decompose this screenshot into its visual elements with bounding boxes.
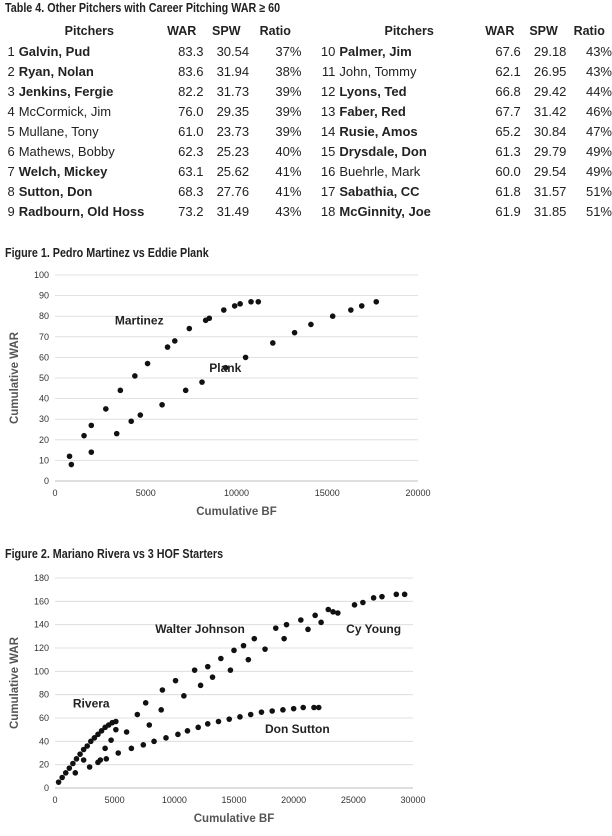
martinez-point [118, 388, 124, 394]
cell-ratio: 39% [275, 84, 302, 99]
y-tick-label: 60 [38, 352, 49, 363]
cell-ratio: 41% [275, 164, 302, 179]
cell-war: 73.2 [178, 204, 204, 219]
x-axis-label: Cumulative BF [196, 506, 277, 518]
martinez-point [103, 406, 109, 412]
cell-name: John, Tommy [339, 64, 417, 79]
walter-johnson-point [198, 683, 204, 689]
y-tick-label: 20 [38, 759, 49, 770]
walter-johnson-point [273, 625, 279, 631]
walter-johnson-point [146, 722, 152, 728]
don-sutton-point [195, 725, 201, 731]
header-ratio-left: Ratio [259, 24, 291, 38]
y-tick-label: 90 [38, 290, 49, 301]
cell-name: Rusie, Amos [339, 124, 418, 139]
header-pitchers-left: Pitchers [64, 24, 114, 38]
figure1-scatter-chart [0, 262, 440, 530]
cell-spw: 29.35 [216, 104, 250, 119]
walter-johnson-point [160, 687, 166, 693]
walter-johnson-point [87, 764, 93, 770]
cell-rank: 17 [320, 184, 336, 199]
don-sutton-point [141, 742, 147, 748]
x-tick-label: 5000 [135, 488, 156, 498]
cell-war: 66.8 [495, 84, 521, 99]
walter-johnson-point [241, 643, 247, 649]
cell-rank: 9 [7, 204, 15, 219]
cy-young-point [330, 609, 336, 615]
cell-spw: 25.62 [216, 164, 250, 179]
x-axis-label: Cumulative BF [193, 813, 275, 825]
table-row [0, 62, 612, 82]
rivera-point [59, 775, 65, 781]
walter-johnson-point [135, 712, 141, 718]
y-tick-label: 160 [33, 596, 49, 607]
cell-name: Lyons, Ted [339, 84, 407, 99]
table-row [0, 82, 612, 102]
cell-name: Faber, Red [339, 104, 406, 119]
header-ratio-right: Ratio [573, 24, 605, 38]
martinez-point [67, 453, 73, 459]
cell-name: McGinnity, Joe [339, 204, 431, 219]
x-tick-label: 0 [52, 795, 58, 805]
don-sutton-point [300, 705, 306, 711]
plank-point [138, 412, 144, 418]
martinez-point [237, 301, 243, 307]
x-tick-label: 5000 [104, 795, 125, 805]
cell-rank: 5 [7, 124, 15, 139]
don-sutton-point [216, 719, 222, 725]
y-tick-label: 40 [38, 393, 49, 404]
walter-johnson-point [173, 678, 179, 684]
header-spw-left: SPW [212, 24, 241, 38]
cell-name: Sutton, Don [18, 184, 93, 199]
table-row [0, 42, 612, 62]
cell-war: 63.1 [178, 164, 204, 179]
plank-point [183, 388, 189, 394]
rivera-point [84, 743, 90, 749]
x-tick-label: 25000 [340, 795, 366, 805]
plank-point [308, 322, 314, 328]
table-caption: Table 4. Other Pitchers with Career Pitching WAR ≥ 60 [5, 1, 281, 15]
cy-young-point [371, 595, 377, 601]
walter-johnson-point [246, 657, 252, 663]
walter-johnson-point [262, 646, 268, 652]
cell-rank: 12 [320, 84, 336, 99]
cell-spw: 25.23 [216, 144, 250, 159]
x-tick-label: 20000 [405, 488, 431, 498]
cell-war: 61.9 [495, 204, 521, 219]
don-sutton-point [129, 746, 135, 752]
cell-spw: 29.18 [533, 44, 567, 59]
cell-spw: 29.79 [533, 144, 567, 159]
x-tick-label: 0 [52, 488, 58, 498]
don-sutton-point [269, 708, 275, 714]
cell-name: Sabathia, CC [339, 184, 420, 199]
x-tick-label: 10000 [223, 488, 250, 498]
cell-name: Mullane, Tony [18, 124, 99, 139]
cell-name: Drysdale, Don [339, 144, 427, 159]
cell-ratio: 38% [275, 64, 302, 79]
plank-point [330, 313, 336, 319]
header-rank-right [309, 20, 339, 42]
don-sutton-point [104, 756, 110, 762]
cell-ratio: 44% [585, 84, 612, 99]
cell-war: 61.8 [495, 184, 521, 199]
cell-ratio: 43% [275, 204, 302, 219]
cell-ratio: 49% [585, 164, 612, 179]
annotation-don-sutton: Don Sutton [265, 722, 330, 737]
walter-johnson-point [102, 746, 108, 752]
plank-point [199, 379, 205, 385]
cell-spw: 29.54 [533, 164, 567, 179]
y-tick-label: 180 [33, 573, 49, 583]
cell-rank: 7 [7, 164, 15, 179]
cell-ratio: 39% [275, 124, 302, 139]
header-pitchers-right: Pitchers [384, 24, 434, 38]
cell-war: 60.0 [495, 164, 521, 179]
plank-point [159, 402, 165, 408]
cy-young-point [318, 620, 324, 626]
walter-johnson-point [231, 648, 237, 654]
cell-rank: 3 [7, 84, 15, 99]
cy-young-point [305, 627, 311, 633]
y-tick-label: 60 [38, 713, 49, 723]
y-tick-label: 50 [38, 373, 49, 383]
don-sutton-point [185, 728, 191, 734]
don-sutton-point [115, 750, 121, 756]
don-sutton-point [291, 706, 297, 712]
cell-ratio: 39% [275, 104, 302, 119]
rivera-point [74, 756, 80, 762]
cell-name: Mathews, Bobby [18, 144, 115, 159]
walter-johnson-point [210, 674, 216, 680]
header-war-left: WAR [167, 24, 197, 38]
cell-ratio: 47% [585, 124, 612, 139]
annotation-martinez: Martinez [114, 313, 164, 328]
martinez-point [255, 299, 261, 305]
walter-johnson-point [218, 656, 224, 662]
plank-point [89, 449, 95, 455]
y-tick-label: 120 [33, 643, 49, 653]
y-tick-label: 0 [43, 476, 49, 486]
x-tick-label: 20000 [281, 795, 307, 805]
rivera-point [63, 770, 69, 776]
x-tick-label: 15000 [314, 488, 340, 498]
annotation-cy-young: Cy Young [346, 621, 402, 636]
cy-young-point [360, 600, 366, 606]
cell-spw: 31.57 [533, 184, 567, 199]
cell-war: 61.3 [495, 144, 521, 159]
don-sutton-point [248, 712, 254, 718]
figure1-caption: Figure 1. Pedro Martinez vs Eddie Plank [5, 246, 209, 260]
y-tick-label: 140 [33, 619, 49, 630]
header-war-right: WAR [485, 24, 515, 38]
don-sutton-point [226, 716, 232, 722]
y-tick-label: 40 [38, 736, 49, 747]
cy-young-point [379, 594, 385, 600]
cy-young-point [298, 617, 304, 623]
cell-war: 83.3 [178, 44, 204, 59]
martinez-point [132, 373, 138, 379]
plank-point [243, 355, 249, 361]
plank-point [270, 340, 276, 346]
cell-rank: 4 [7, 104, 15, 119]
cell-rank: 8 [7, 184, 15, 199]
y-tick-label: 100 [33, 666, 49, 677]
cell-war: 67.6 [495, 44, 521, 59]
header-spw-right: SPW [529, 24, 558, 38]
cell-rank: 13 [320, 104, 336, 119]
don-sutton-point [205, 721, 211, 727]
y-tick-label: 80 [38, 689, 49, 700]
cy-young-point [393, 592, 399, 598]
cell-rank: 1 [7, 44, 15, 59]
cell-ratio: 51% [585, 184, 612, 199]
annotation-rivera: Rivera [72, 696, 110, 711]
martinez-point [89, 423, 95, 429]
cell-name: Ryan, Nolan [18, 64, 94, 79]
walter-johnson-point [81, 757, 87, 763]
cell-ratio: 46% [585, 104, 612, 119]
annotation-walter-johnson: Walter Johnson [155, 621, 245, 636]
cell-spw: 31.73 [216, 84, 250, 99]
cell-spw: 31.85 [533, 204, 567, 219]
y-tick-label: 70 [38, 331, 49, 342]
cell-spw: 30.84 [533, 124, 567, 139]
table-row [0, 162, 612, 182]
cy-young-point [312, 613, 318, 619]
cell-war: 82.2 [178, 84, 204, 99]
martinez-point [145, 361, 151, 367]
cell-rank: 16 [320, 164, 336, 179]
walter-johnson-point [284, 622, 290, 628]
cell-rank: 15 [320, 144, 336, 159]
rivera-point [67, 765, 73, 771]
figure2-caption: Figure 2. Mariano Rivera vs 3 HOF Starters [5, 547, 224, 561]
table-body [0, 42, 612, 222]
walter-johnson-point [72, 770, 78, 776]
y-tick-label: 100 [33, 270, 49, 280]
rivera-point [56, 779, 62, 785]
table-row [0, 182, 612, 202]
martinez-point [187, 326, 193, 332]
walter-johnson-point [124, 729, 130, 735]
martinez-point [172, 338, 178, 344]
cell-name: Welch, Mickey [18, 164, 108, 179]
x-tick-label: 30000 [400, 795, 426, 805]
table-row [0, 142, 612, 162]
cell-ratio: 51% [585, 204, 612, 219]
cell-ratio: 40% [275, 144, 302, 159]
y-tick-label: 0 [43, 783, 49, 793]
cell-war: 67.7 [495, 104, 521, 119]
plank-point [373, 299, 379, 305]
walter-johnson-point [158, 707, 164, 713]
cell-name: Buehrle, Mark [339, 164, 421, 179]
walter-johnson-point [281, 636, 287, 642]
cell-spw: 31.94 [216, 64, 250, 79]
cy-young-point [352, 602, 358, 608]
walter-johnson-point [181, 693, 187, 699]
cy-young-point [402, 592, 408, 598]
figure2-scatter-chart [0, 566, 440, 836]
martinez-point [206, 315, 212, 321]
cell-rank: 14 [320, 124, 336, 139]
cell-ratio: 43% [585, 64, 612, 79]
plank-point [348, 307, 354, 313]
don-sutton-point [259, 709, 265, 715]
walter-johnson-point [205, 664, 211, 670]
martinez-point [248, 299, 254, 305]
cy-young-point [335, 610, 341, 616]
cell-ratio: 37% [275, 44, 302, 59]
don-sutton-point [316, 705, 322, 711]
y-tick-label: 20 [38, 434, 49, 445]
y-tick-label: 80 [38, 311, 49, 322]
walter-johnson-point [192, 667, 198, 673]
plank-point [114, 431, 120, 437]
x-tick-label: 15000 [221, 795, 247, 805]
martinez-point [69, 462, 75, 468]
walter-johnson-point [228, 667, 234, 673]
table-row [0, 102, 612, 122]
martinez-point [81, 433, 87, 439]
cell-war: 65.2 [495, 124, 521, 139]
cell-ratio: 43% [585, 44, 612, 59]
walter-johnson-point [143, 700, 149, 706]
y-axis-label: Cumulative WAR [9, 636, 21, 730]
cell-name: Galvin, Pud [18, 44, 91, 59]
walter-johnson-point [108, 737, 114, 743]
cell-rank: 2 [7, 64, 15, 79]
don-sutton-point [237, 714, 243, 720]
pitchers-table [0, 20, 612, 222]
cell-war: 68.3 [178, 184, 204, 199]
cell-rank: 6 [7, 144, 15, 159]
don-sutton-point [95, 760, 101, 766]
plank-point [128, 418, 134, 424]
annotation-plank: Plank [209, 360, 242, 375]
martinez-point [221, 307, 227, 313]
rivera-point [113, 719, 119, 725]
don-sutton-point [175, 732, 181, 738]
rivera-point [77, 751, 83, 757]
cell-rank: 10 [320, 44, 336, 59]
cell-spw: 30.54 [216, 44, 250, 59]
walter-johnson-point [251, 636, 257, 642]
y-tick-label: 10 [38, 455, 49, 466]
cell-war: 62.1 [495, 64, 521, 79]
cell-spw: 29.42 [533, 84, 567, 99]
cell-name: Jenkins, Fergie [18, 84, 114, 99]
cell-ratio: 41% [275, 184, 302, 199]
rivera-point [70, 761, 76, 767]
cell-rank: 18 [320, 204, 336, 219]
cell-war: 62.3 [178, 144, 204, 159]
table-row [0, 202, 612, 222]
cell-war: 61.0 [178, 124, 204, 139]
plank-point [292, 330, 298, 336]
cell-name: Palmer, Jim [339, 44, 412, 59]
cell-name: McCormick, Jim [18, 104, 112, 119]
cy-young-point [325, 607, 331, 613]
cell-ratio: 49% [585, 144, 612, 159]
table-row [0, 122, 612, 142]
cell-spw: 31.49 [216, 204, 250, 219]
don-sutton-point [311, 705, 317, 711]
cell-war: 76.0 [178, 104, 204, 119]
don-sutton-point [163, 735, 169, 741]
cell-rank: 11 [321, 64, 336, 79]
cell-spw: 26.95 [533, 64, 567, 79]
cell-spw: 23.73 [216, 124, 250, 139]
martinez-point [165, 344, 171, 350]
walter-johnson-point [113, 727, 119, 733]
y-axis-label: Cumulative WAR [9, 331, 21, 425]
don-sutton-point [280, 707, 286, 713]
header-rank-left [0, 20, 19, 42]
y-tick-label: 30 [38, 414, 49, 425]
cell-name: Radbourn, Old Hoss [18, 204, 145, 219]
table-header-row [0, 20, 612, 42]
cell-war: 83.6 [178, 64, 204, 79]
don-sutton-point [151, 739, 157, 745]
x-tick-label: 10000 [161, 795, 187, 805]
cell-spw: 27.76 [216, 184, 250, 199]
martinez-point [232, 303, 238, 309]
cell-spw: 31.42 [533, 104, 567, 119]
plank-point [359, 303, 365, 309]
